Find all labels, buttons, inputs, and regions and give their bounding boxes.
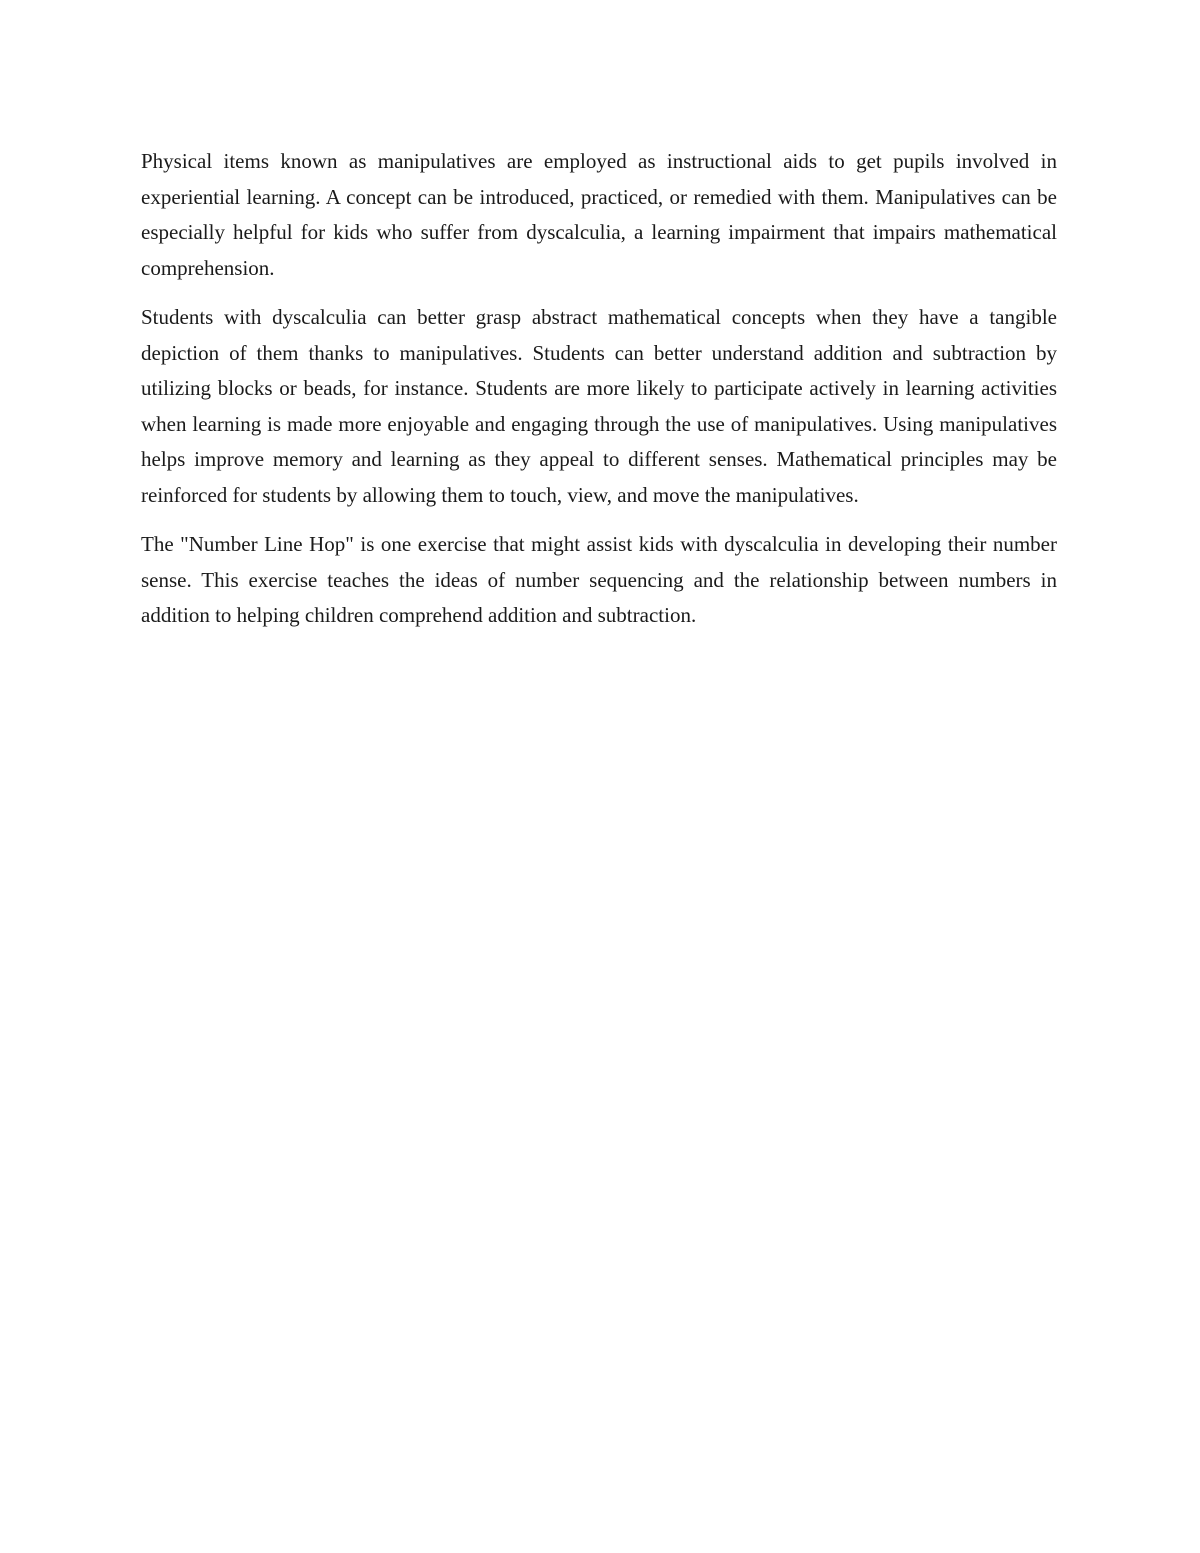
document-body (141, 144, 1057, 648)
paragraph-1: Physical items known as manipulatives are employed as instructional aids to get pupils involved in experiential learning. A concept can be introduced, practiced, or remedied with them. Manipulatives can be especially helpful for kids who suffer from dyscalculia, a learning impairment that impairs mathematical comprehension. (141, 149, 1057, 280)
paragraph-2: Students with dyscalculia can better grasp abstract mathematical concepts when they have a tangible depiction of them thanks to manipulatives. Students can better understand addition and subtraction by utilizing blocks or beads, for instance. Students are more likely to participate actively in learning activities when learning is made more enjoyable and engaging through the use of manipulatives. Using manipulatives helps improve memory and learning as they appeal to different senses. Mathematical principles may be reinforced for students by allowing them to touch, view, and move the manipulatives. (141, 305, 1057, 507)
paragraph-3: The "Number Line Hop" is one exercise that might assist kids with dyscalculia in developing their number sense. This exercise teaches the ideas of number sequencing and the relationship between numbers in addition to helping children comprehend addition and subtraction. (141, 532, 1057, 627)
